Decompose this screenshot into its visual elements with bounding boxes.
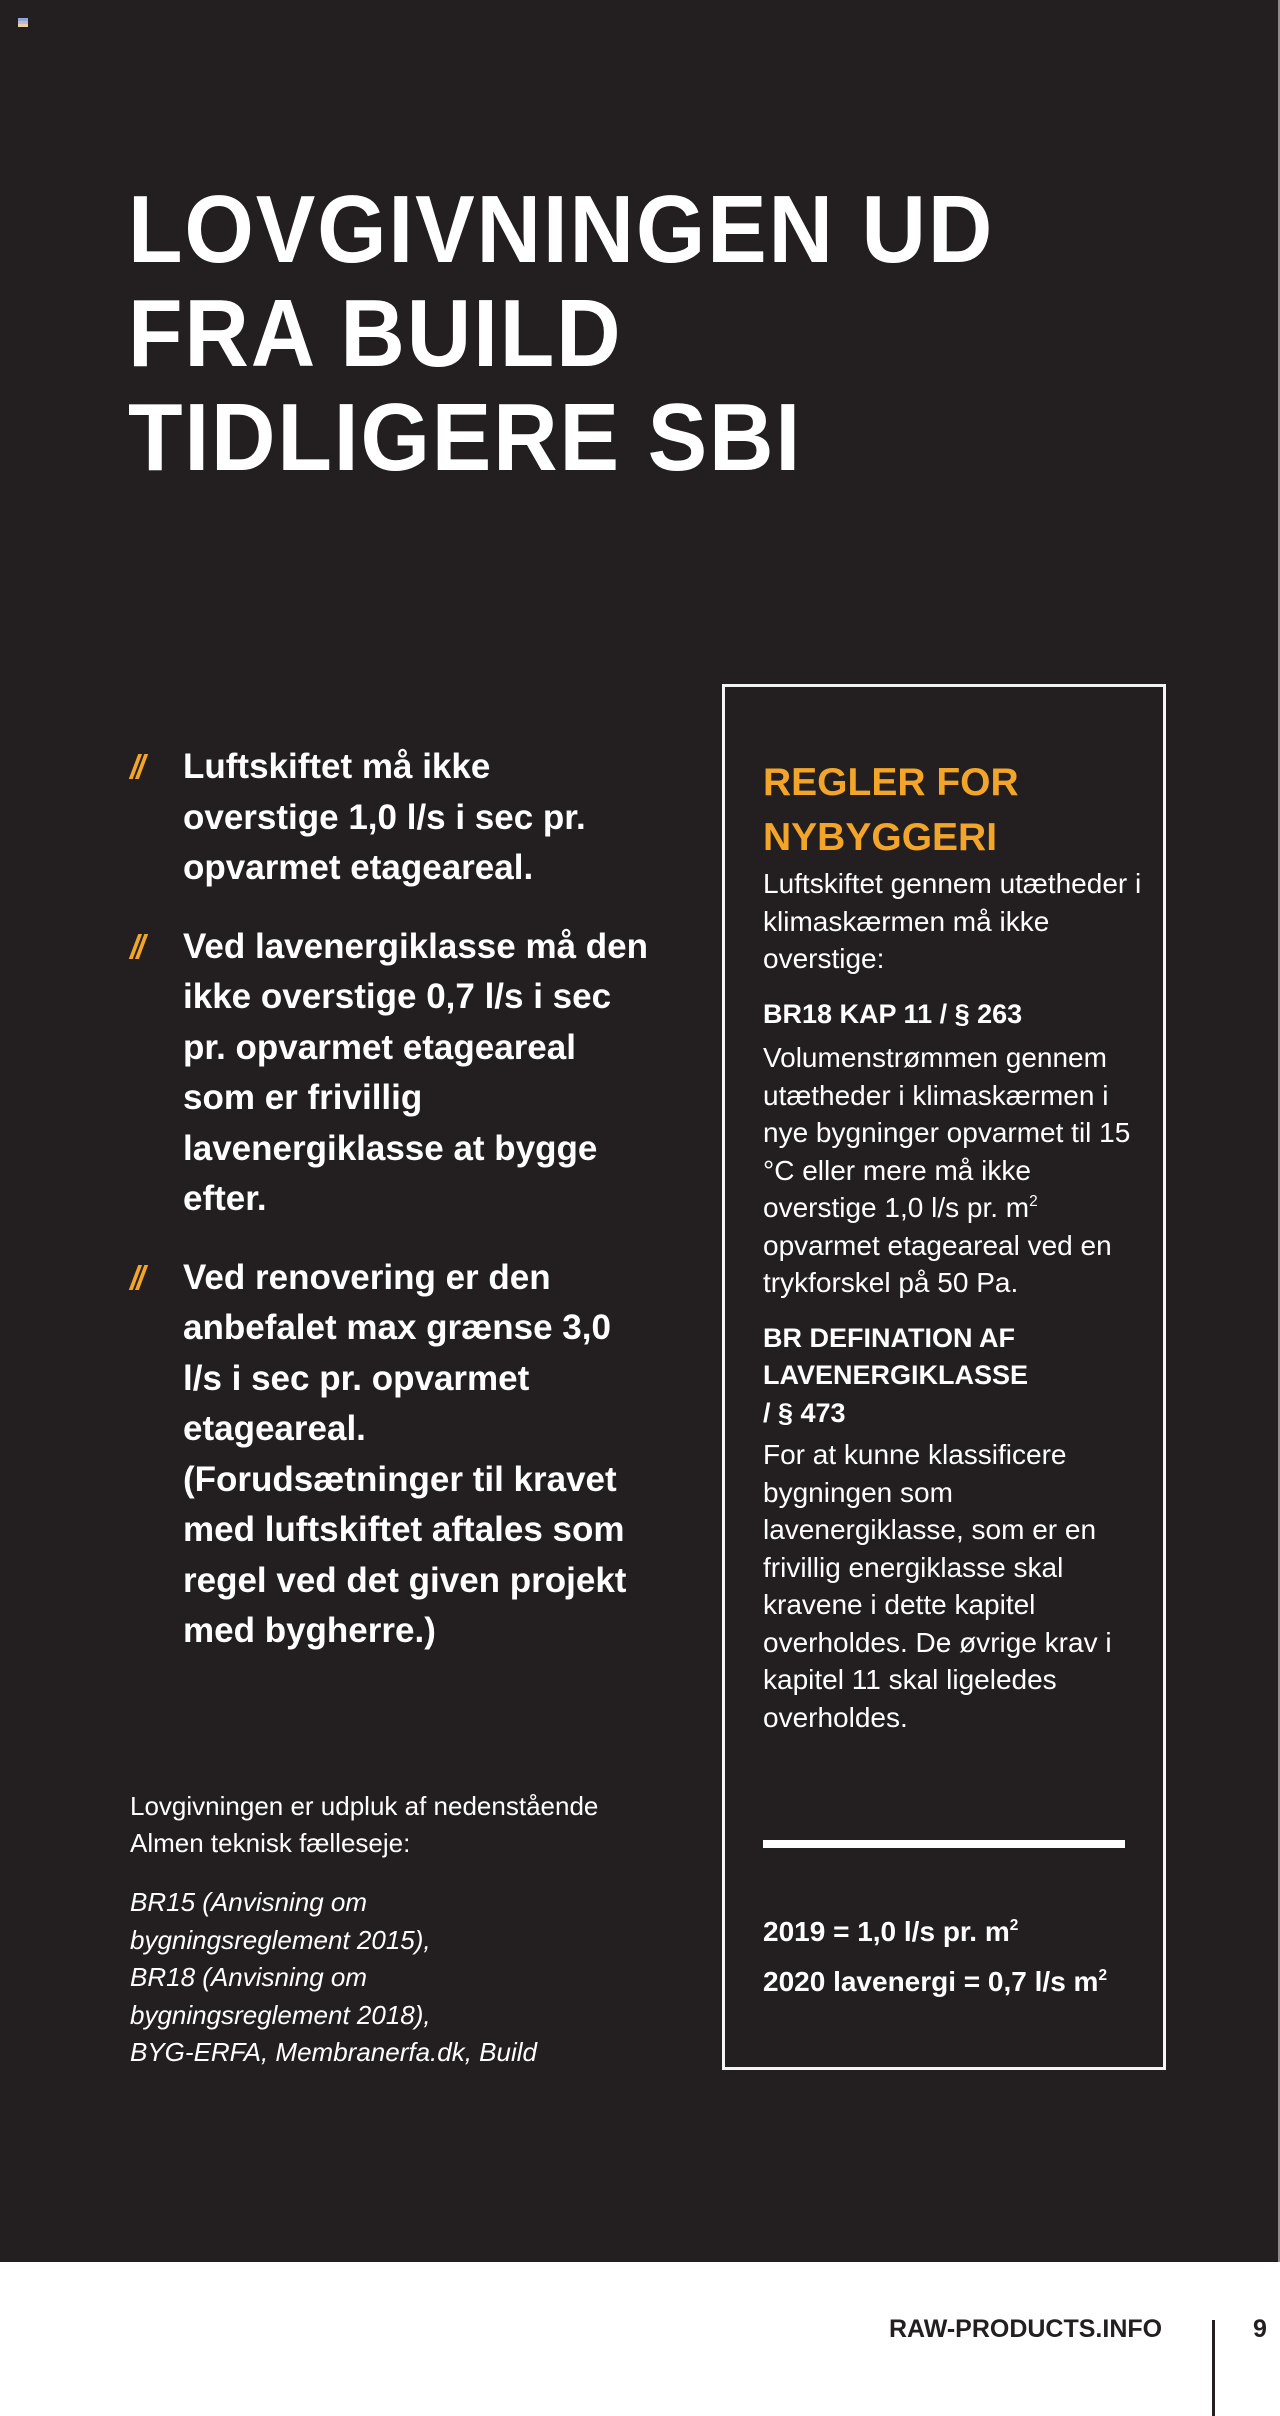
- page-title: [128, 178, 994, 490]
- superscript: 2: [1029, 1193, 1038, 1211]
- section-heading-lavenergi: [763, 1320, 1143, 1433]
- superscript: 2: [1098, 1967, 1108, 1985]
- section-heading-line: BR DEFINATION AF: [763, 1322, 1015, 1353]
- title-line: FRA BUILD: [128, 280, 623, 387]
- source-line: bygningsreglement 2018),: [130, 1999, 431, 2030]
- sources-intro: Lovgivningen er udpluk af nedenstående Almen teknisk fælleseje:: [130, 1791, 599, 1858]
- total-2020: [763, 1957, 1163, 2007]
- rules-info-box: [722, 684, 1166, 2070]
- page-number: 9: [1253, 2315, 1267, 2343]
- bullet-item: [130, 922, 650, 1225]
- box-heading: [763, 755, 1143, 865]
- bullet-text: Ved lavenergiklasse må den ikke overstige 0,7 l/s i sec pr. opvarmet etageareal som er frivillig lavenergiklasse at bygge efter.: [183, 926, 648, 1218]
- source-line: BR18 (Anvisning om: [130, 1962, 367, 1992]
- source-line: BR15 (Anvisning om: [130, 1887, 367, 1917]
- bullet-text: Ved renovering er den anbefalet max grænse 3,0 l/s i sec pr. opvarmet etageareal. (Forudsætninger til kravet med luftskiftet aftales som regel ved det given projekt med bygherre.): [183, 1257, 627, 1650]
- section-body-lavenergi: For at kunne klassificere bygningen som lavenergiklasse, som er en frivillig energiklasse skal kravene i dette kapitel overholdes. De øvrige krav i kapitel 11 skal ligeledes overholdes.: [763, 1439, 1112, 1733]
- section-heading-line: LAVENERGIKLASSE: [763, 1360, 1029, 1390]
- bullet-item: [130, 742, 650, 894]
- section-body-text: Volumenstrømmen gennem utætheder i klimaskærmen i nye bygninger opvarmet til 15 °C eller mere må ikke overstige 1,0 l/s pr. m: [763, 1042, 1131, 1223]
- box-intro: Luftskiftet gennem utætheder i klimaskærmen må ikke overstige:: [763, 868, 1142, 974]
- source-line: bygningsreglement 2015),: [130, 1924, 431, 1955]
- superscript: 2: [1009, 1917, 1019, 1935]
- total-2019: [763, 1907, 1163, 1957]
- box-heading-line: REGLER FOR: [763, 761, 1019, 804]
- section-heading-br18: BR18 KAP 11 / § 263: [763, 998, 1023, 1029]
- bullet-item: [130, 1253, 650, 1657]
- requirement-totals: [763, 1907, 1163, 2007]
- rules-bullet-list: [130, 742, 650, 1685]
- menu-icon-bar: [18, 24, 28, 27]
- double-slash-icon: //: [130, 1258, 143, 1296]
- sources-list: [130, 1884, 670, 2072]
- double-slash-icon: //: [130, 927, 143, 965]
- total-text: 2019 = 1,0 l/s pr. m: [763, 1916, 1010, 1947]
- menu-icon[interactable]: [18, 18, 28, 27]
- section-heading-line: / § 473: [763, 1397, 846, 1428]
- double-slash-icon: //: [130, 748, 143, 785]
- total-text: 2020 lavenergi = 0,7 l/s m: [763, 1966, 1099, 1997]
- source-line: BYG-ERFA, Membranerfa.dk, Build: [130, 2037, 537, 2067]
- rules-box-content: [763, 755, 1143, 1736]
- footer-divider: [1212, 2320, 1215, 2416]
- title-line: LOVGIVNINGEN UD: [128, 176, 995, 283]
- section-body-br18: [763, 1039, 1143, 1302]
- divider-rule: [763, 1840, 1125, 1848]
- section-body-text: opvarmet etageareal ved en trykforskel på 50 Pa.: [763, 1229, 1112, 1298]
- footer-site-link[interactable]: RAW-PRODUCTS.INFO: [889, 2315, 1163, 2343]
- bullet-text: Luftskiftet må ikke overstige 1,0 l/s i sec pr. opvarmet etageareal.: [183, 747, 586, 887]
- box-heading-line: NYBYGGERI: [763, 816, 998, 859]
- title-line: TIDLIGERE SBI: [128, 384, 802, 491]
